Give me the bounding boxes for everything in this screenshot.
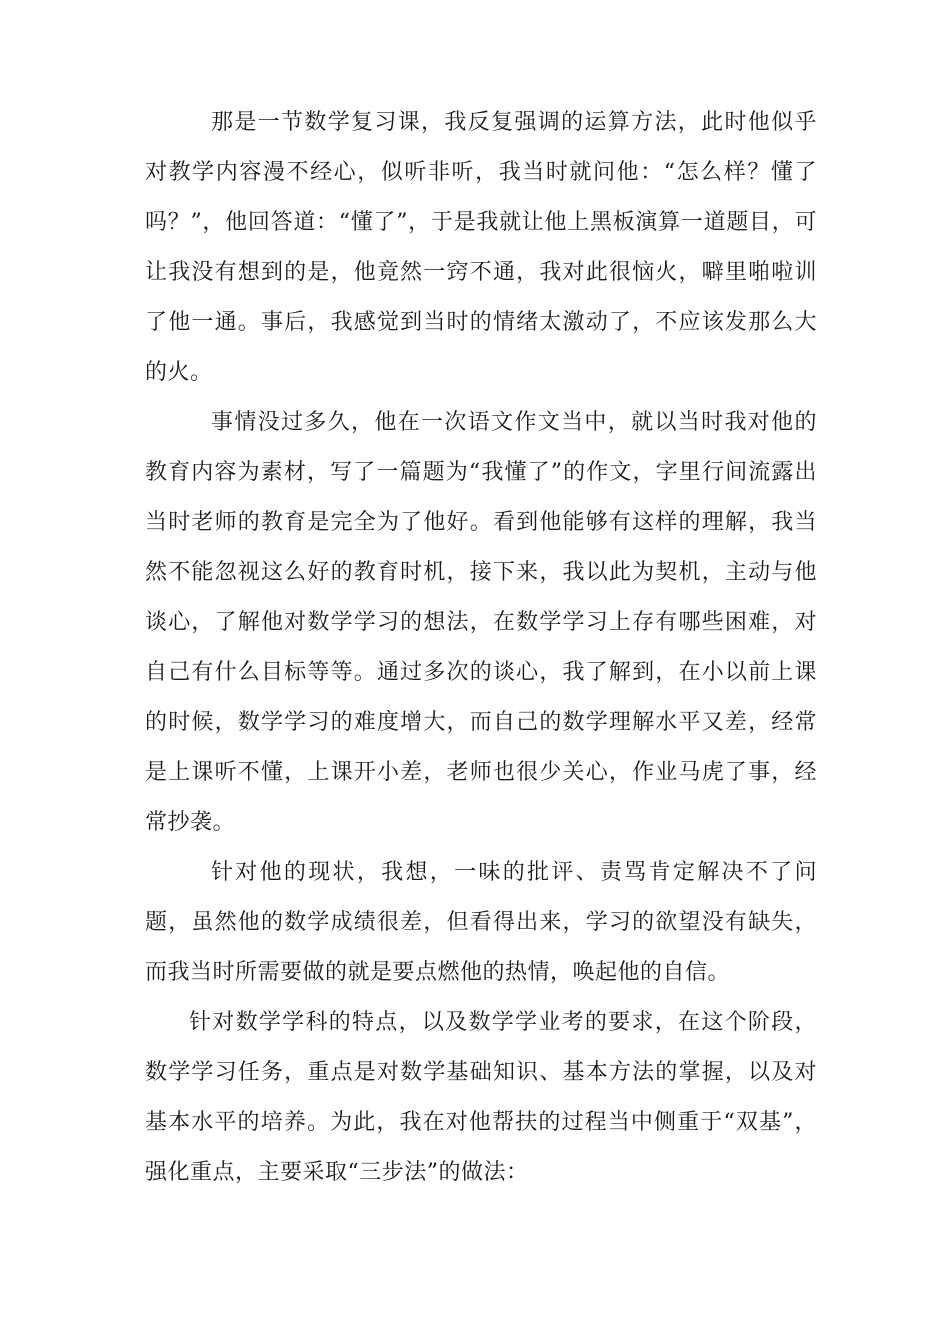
document-body — [145, 98, 817, 1198]
paragraph-1: 那是一节数学复习课，我反复强调的运算方法，此时他似乎对教学内容漫不经心，似听非听，我当时就问他：“怎么样？懂了吗？”，他回答道：“懂了”，于是我就让他上黑板演算一道题目，可让我没有想到的是，他竟然一窍不通，我对此很恼火，噼里啪啦训了他一通。事后，我感觉到当时的情绪太激动了，不应该发那么大的火。 — [145, 110, 817, 385]
paragraph-4: 针对数学学科的特点，以及数学学业考的要求，在这个阶段，数学学习任务，重点是对数学基础知识、基本方法的掌握，以及对基本水平的培养。为此，我在对他帮扶的过程当中侧重于“双基”，强化重点，主要采取“三步法”的做法： — [145, 1010, 817, 1185]
paragraph-3: 针对他的现状，我想，一味的批评、责骂肯定解决不了问题，虽然他的数学成绩很差，但看得出来，学习的欲望没有缺失，而我当时所需要做的就是要点燃他的热情，唤起他的自信。 — [145, 860, 817, 985]
paragraph-2: 事情没过多久，他在一次语文作文当中，就以当时我对他的教育内容为素材，写了一篇题为“我懂了”的作文，字里行间流露出当时老师的教育是完全为了他好。看到他能够有这样的理解，我当然不能忽视这么好的教育时机，接下来，我以此为契机，主动与他谈心，了解他对数学学习的想法，在数学学习上存有哪些困难，对自己有什么目标等等。通过多次的谈心，我了解到，在小以前上课的时候，数学学习的难度增大，而自己的数学理解水平又差，经常是上课听不懂，上课开小差，老师也很少关心，作业马虎了事，经常抄袭。 — [145, 410, 817, 835]
